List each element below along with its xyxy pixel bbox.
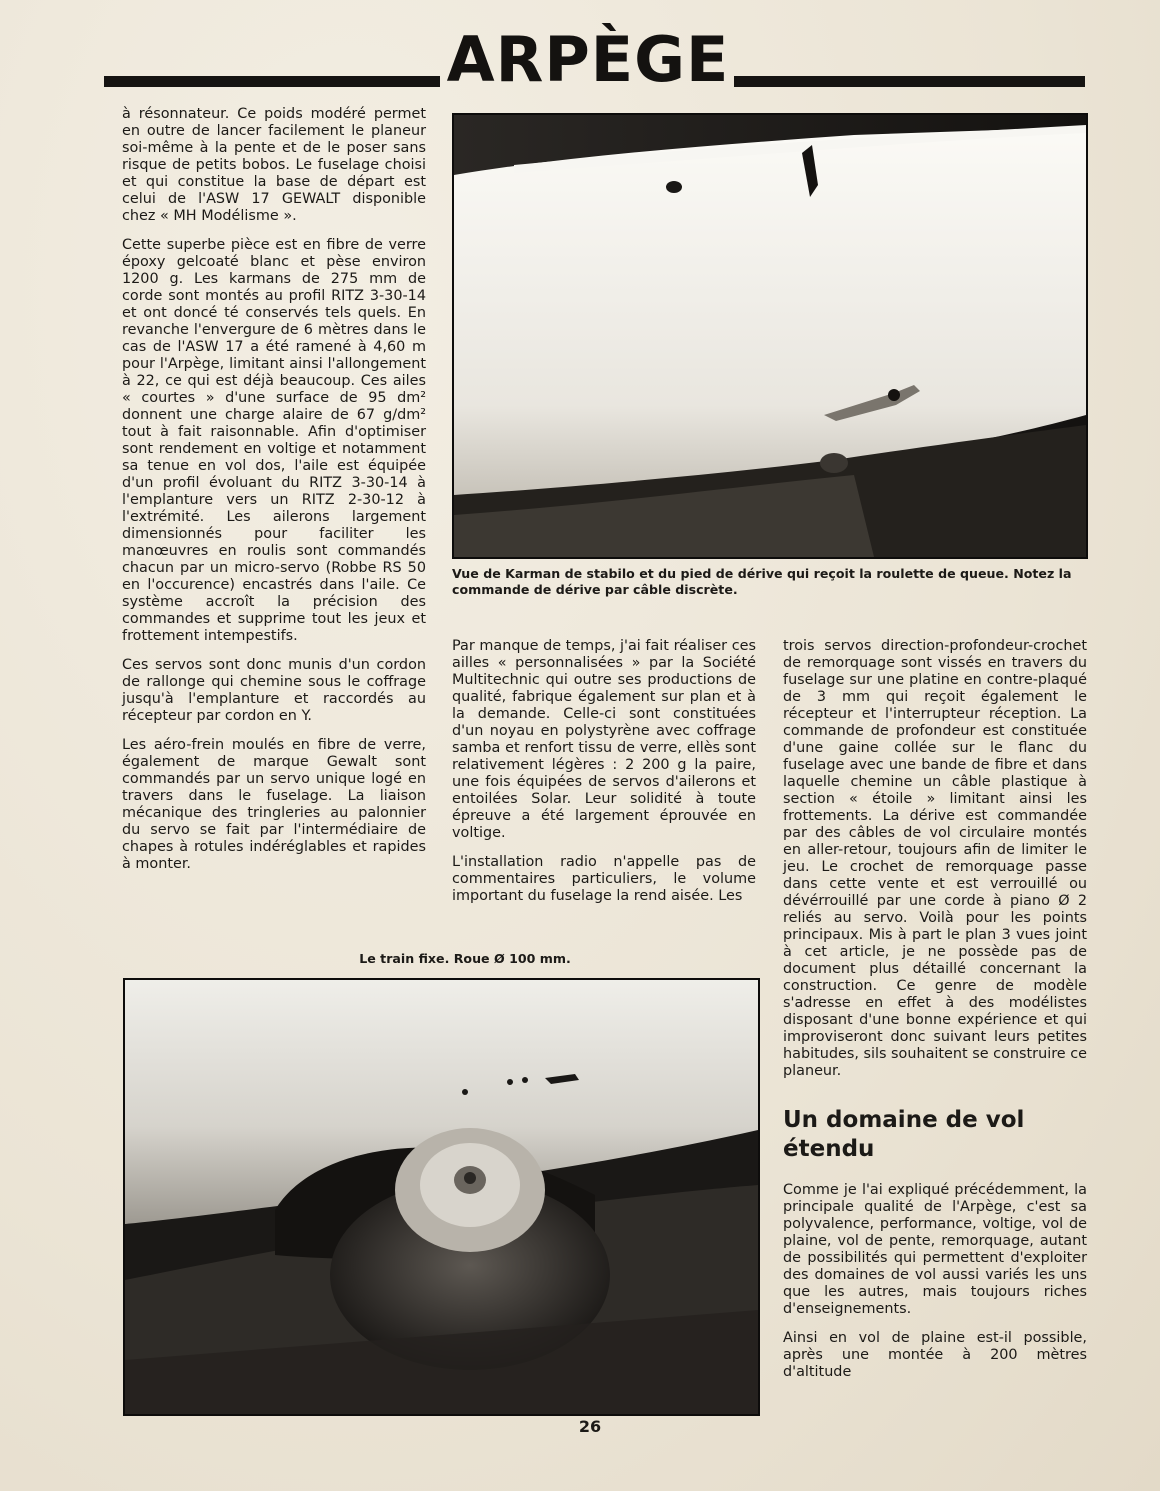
section-heading: Un domaine de vol étendu bbox=[783, 1107, 1025, 1162]
photo-caption: Vue de Karman de stabilo et du pied de dérive qui reçoit la roulette de queue. Notez la commande de dérive par câble discrète. bbox=[452, 566, 1072, 597]
page-number: 26 bbox=[578, 1417, 602, 1436]
paragraph: Ainsi en vol de plaine est-il possible, après une montée à 200 mètres d'altitude bbox=[783, 1330, 1087, 1380]
paragraph: Comme je l'ai expliqué précédemment, la principale qualité de l'Arpège, c'est sa polyvalence, performance, voltige, vol de plaine, vol de pente, remorquage, autant de possibilités qui permettent d'exploiter des domaines de vol aussi variés les uns que les autres, mais toujours riches d'enseignements. bbox=[783, 1182, 1087, 1317]
paragraph: à résonnateur. Ce poids modéré permet en outre de lancer facilement le planeur soi-même à la pente et de le poser sans risque de petits bobos. Le fuselage choisi et qui constitue la base de départ est celui de l'ASW 17 GEWALT disponible chez « MH Modélisme ». bbox=[122, 106, 426, 224]
paragraph: trois servos direction-profondeur-crochet de remorquage sont vissés en travers du fuselage sur une platine en contre-plaqué de 3 mm qui reçoit également le récepteur et l'interrupteur réception. La commande de profondeur est constituée d'une gaine collée sur le flanc du fuselage avec une bande de fibre et dans laquelle chemine un câble plastique à section « étoile » limitant ainsi les frottements. La dérive est commandée par des câbles de vol circulaire montés en aller-retour, toujours afin de limiter le jeu. Le crochet de remorquage passe dans cette vente et est verrouillé ou dévérrouillé par une corde à piano Ø 2 reliés au servo. Voilà pour les points principaux. Mis à part le plan 3 vues joint à cet article, je ne possède pas de document plus détaillé concernant la construction. Ce genre de modèle s'adresse en effet à des modélistes disposant d'une bonne expérience et qui improviseront donc suivant leurs petites habitudes, sils souhaitent se construire ce planeur. bbox=[783, 638, 1087, 1079]
paragraph: Cette superbe pièce est en fibre de verre époxy gelcoaté blanc et pèse environ 1200 g. Les karmans de 275 mm de corde sont montés au profil RITZ 3-30-14 et ont doncé té conservés tels quels. En revanche l'envergure de 6 mètres dans le cas de l'ASW 17 a été ramené à 4,60 m pour l'Arpège, limitant ainsi l'allongement à 22, ce qui est déjà beaucoup. Ces ailes « courtes » d'une surface de 95 dm² donnent une charge alaire de 67 g/dm² tout à fait raisonnable. Afin d'optimiser sont rendement en voltige et notamment sa tenue en vol dos, l'aile est équipée d'un profil évoluant du RITZ 3-30-14 à l'emplanture vers un RITZ 2-30-12 à l'extrémité. Les ailerons largement dimensionnés pour faciliter les manœuvres en roulis sont commandés chacun par un micro-servo (Robbe RS 50 en l'occurence) encastrés dans l'aile. Ce système accroît la précision des commandes et supprime tout les jeux et frottement intempestifs. bbox=[122, 237, 426, 644]
article-title: ARPÈGE bbox=[446, 23, 730, 96]
paragraph: Par manque de temps, j'ai fait réaliser ces ailles « personnalisées » par la Société Multitechnic qui outre ses productions de qualité, fabrique également sur plan et à la demande. Celle-ci sont constituées d'un noyau en polystyrène avec coffrage samba et renfort tissu de verre, ellès sont relativement légères : 2 200 g la paire, une fois équipées de servos d'ailerons et entoilées Solar. Leur solidité à toute épreuve a été largement éprouvée en voltige. bbox=[452, 638, 756, 841]
paragraph: Les aéro-frein moulés en fibre de verre, également de marque Gewalt sont commandés par un servo unique logé en travers dans le fuselage. La liaison mécanique des tringleries au palonnier du servo se fait par l'intermédiaire de chapes à rotules indéréglables et rapides à monter. bbox=[122, 737, 426, 872]
photo-caption: Le train fixe. Roue Ø 100 mm. bbox=[359, 951, 571, 966]
photo-karman-stabilo bbox=[452, 113, 1088, 559]
header-rule-left bbox=[104, 76, 440, 87]
photo-landing-gear bbox=[123, 978, 760, 1416]
paragraph: Ces servos sont donc munis d'un cordon de rallonge qui chemine sous le coffrage jusqu'à l'emplanture et raccordés au récepteur par cordon en Y. bbox=[122, 657, 426, 724]
paragraph: L'installation radio n'appelle pas de commentaires particuliers, le volume important du fuselage la rend aisée. Les bbox=[452, 854, 756, 904]
header-rule-right bbox=[734, 76, 1085, 87]
text-column-1 bbox=[122, 106, 426, 885]
text-column-3 bbox=[783, 638, 1087, 1393]
text-column-2 bbox=[452, 638, 756, 917]
